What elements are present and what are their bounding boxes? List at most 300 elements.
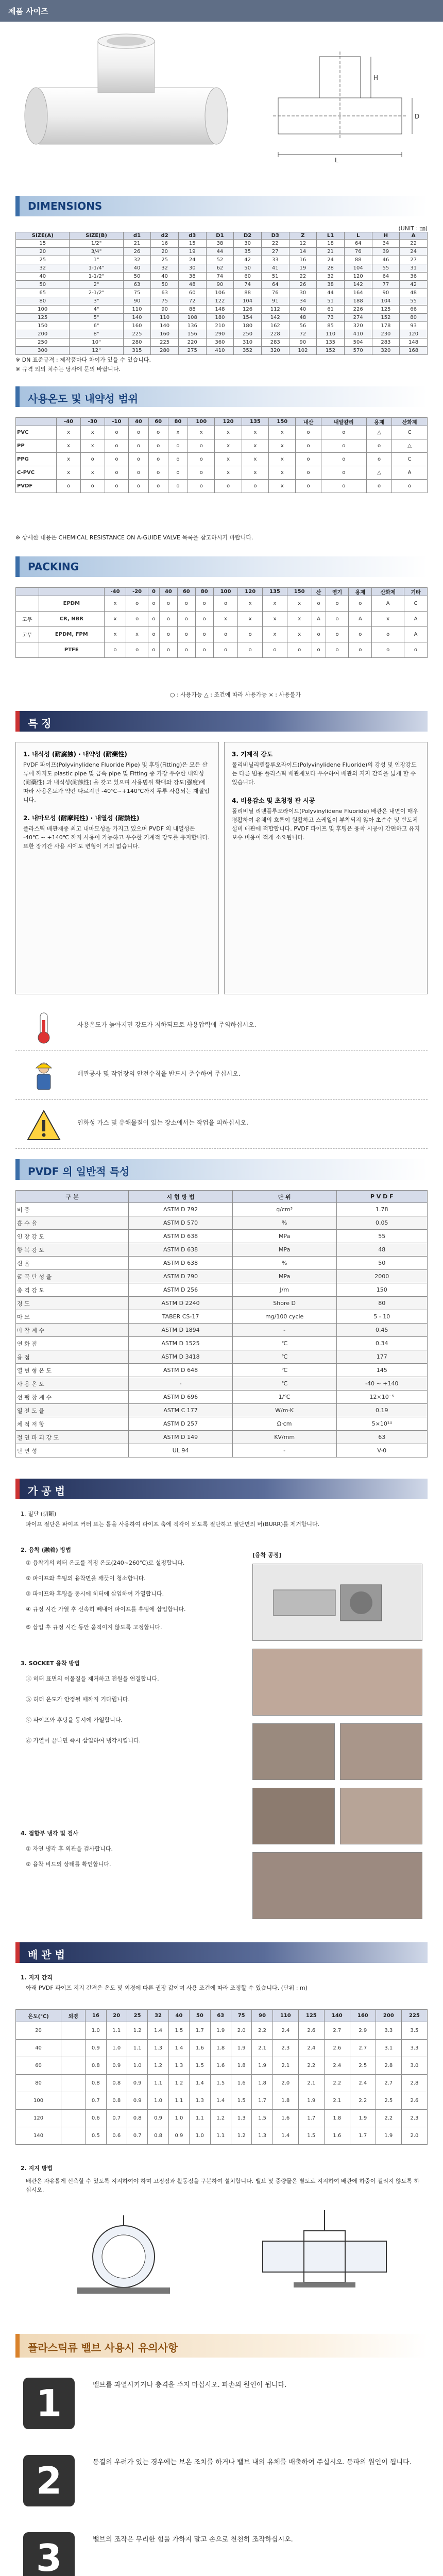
chemical-resistance-mark: o	[321, 453, 366, 466]
dimensions-cell: 283	[261, 338, 289, 347]
pvdf-props-cell: ASTM D 1525	[129, 1337, 232, 1350]
piping-cell: 1.9	[376, 2127, 401, 2145]
packing-temp-mark: o	[159, 612, 177, 627]
chemical-resistance-mark: o	[296, 480, 321, 493]
pvdf-props-cell: V-0	[336, 1444, 428, 1458]
dimensions-cell: 300	[16, 347, 70, 355]
piping-header-cell: 40	[168, 2010, 189, 2022]
dimensions-cell: 30	[178, 264, 206, 273]
dimensions-cell: 162	[261, 322, 289, 330]
chemical-resistance-mark: △	[392, 439, 428, 453]
piping-cell: 1.0	[168, 2110, 189, 2127]
dimensions-cell: 44	[206, 248, 234, 256]
piping-cell: 2.2	[298, 2057, 324, 2075]
piping-cell: 0.8	[86, 2075, 106, 2092]
piping-cell: 1.1	[168, 2092, 189, 2110]
piping-cell: 2.0	[401, 2127, 427, 2145]
dimensions-cell: 46	[372, 256, 400, 264]
pvdf-props-header-cell: 단 위	[232, 1191, 336, 1203]
dimensions-cell: 180	[234, 322, 262, 330]
pvdf-props-cell: 흡 수 율	[16, 1216, 129, 1230]
chemical-temp-mark: o	[105, 426, 129, 439]
piping-cell: 2.3	[401, 2110, 427, 2127]
packing-temp-header: 120	[238, 588, 263, 596]
warning-text-3: 인화성 가스 및 유해물질이 있는 장소에서는 작업을 피하십시오.	[77, 1119, 248, 1126]
dimensions-cell: 32	[317, 273, 345, 281]
piping-cell: 0.7	[106, 2110, 127, 2127]
pvdf-props-cell: ASTM D 648	[129, 1364, 232, 1377]
packing-table	[15, 587, 428, 658]
chemical-temp-header: 120	[215, 418, 242, 426]
piping-header-cell: 20	[106, 2010, 127, 2022]
piping-cell: 0.8	[106, 2075, 127, 2092]
packing-title: PACKING	[28, 561, 79, 573]
table-row	[16, 264, 428, 273]
dimensions-cell: 93	[400, 322, 428, 330]
features-title: 특 징	[28, 717, 52, 730]
piping-cell: 1.0	[127, 2057, 147, 2075]
dimensions-cell: 14	[289, 248, 317, 256]
dimensions-cell: 210	[206, 322, 234, 330]
dimensions-cell: 126	[234, 306, 262, 314]
dimensions-cell: 188	[344, 297, 372, 306]
technical-drawing	[258, 36, 428, 180]
pvdf-props-cell: 사 용 온 도	[16, 1377, 129, 1391]
pvdf-props-cell: -	[232, 1324, 336, 1337]
pvdf-props-cell: ASTM D 570	[129, 1216, 232, 1230]
piping-header-cell: 50	[190, 2010, 210, 2022]
dimensions-cell: 112	[261, 306, 289, 314]
packing-resistance-header: 용제	[349, 588, 372, 596]
piping-cell: 3.0	[401, 2057, 427, 2075]
piping-header-cell: 225	[401, 2010, 427, 2022]
table-row	[16, 306, 428, 314]
chemical-temp-mark: o	[57, 480, 81, 493]
install-header	[15, 1479, 428, 1499]
dimensions-cell: 8"	[70, 330, 123, 338]
chemical-temp-mark: o	[188, 453, 215, 466]
dimensions-cell: 73	[317, 314, 345, 322]
packing-header	[15, 556, 428, 577]
table-row	[16, 1230, 428, 1243]
piping-cell: 1.4	[210, 2092, 231, 2110]
caution-row-2	[15, 2447, 428, 2519]
chemical-temp-mark: x	[215, 453, 242, 466]
dimensions-cell: 21	[123, 240, 151, 248]
packing-resistance-mark: A	[349, 612, 372, 627]
pvdf-props-cell: 0.34	[336, 1337, 428, 1350]
dimensions-cell: 310	[234, 338, 262, 347]
piping-cell: 1.9	[350, 2110, 376, 2127]
warning-row-3	[15, 1103, 428, 1149]
piping-cell: 2.2	[252, 2022, 272, 2040]
pvdf-props-table	[15, 1190, 428, 1458]
dimensions-cell: 1/2"	[70, 240, 123, 248]
dimensions-cell: 2-1/2"	[70, 289, 123, 297]
piping-cell: 2.4	[298, 2040, 324, 2057]
chemical-resistance-mark: C	[392, 453, 428, 466]
pvdf-props-cell: MPa	[232, 1243, 336, 1257]
piping-cell: 1.9	[231, 2040, 251, 2057]
table-row	[16, 273, 428, 281]
dimensions-cell: 19	[289, 264, 317, 273]
chemical-temp-mark: o	[148, 453, 168, 466]
piping-cell: 0.8	[148, 2127, 168, 2145]
chemical-temp-mark: o	[188, 466, 215, 480]
dimensions-cell: 320	[372, 347, 400, 355]
pvdf-props-cell: ASTM D 3418	[129, 1350, 232, 1364]
dimensions-cell: 135	[317, 338, 345, 347]
pvdf-props-cell: %	[232, 1216, 336, 1230]
piping-header-cell: 외경	[61, 2010, 86, 2022]
packing-temp-mark: o	[148, 596, 159, 612]
packing-temp-mark: o	[177, 642, 195, 658]
pvdf-props-cell: 항 복 강 도	[16, 1243, 129, 1257]
chemical-temp-mark: x	[242, 439, 268, 453]
dimensions-cell: 91	[261, 297, 289, 306]
pvdf-props-cell: 5 - 10	[336, 1310, 428, 1324]
piping-cell: 2.7	[350, 2040, 376, 2057]
packing-temp-mark: x	[263, 596, 287, 612]
worker-icon	[26, 1059, 62, 1095]
packing-temp-mark: o	[159, 642, 177, 658]
chemical-resistance-mark: o	[392, 480, 428, 493]
dimensions-cell: 4"	[70, 306, 123, 314]
piping-cell: 1.8	[272, 2092, 298, 2110]
pvdf-props-cell: MPa	[232, 1270, 336, 1283]
chemical-resistance-mark: △	[366, 466, 391, 480]
piping-cell: 1.7	[190, 2022, 210, 2040]
chemical-temp-mark: o	[80, 480, 105, 493]
piping-cell: 1.7	[252, 2092, 272, 2110]
table-row	[16, 1391, 428, 1404]
table-row	[16, 330, 428, 338]
packing-group	[16, 596, 39, 612]
packing-temp-mark: o	[104, 642, 126, 658]
piping-cell: 1.8	[324, 2110, 350, 2127]
chemical-material: PVDF	[16, 480, 57, 493]
features-right-box	[224, 742, 428, 994]
dimensions-cell: 50	[234, 264, 262, 273]
dimensions-cell: 12	[289, 240, 317, 248]
pvdf-props-cell: 굴 곡 탄 성 율	[16, 1270, 129, 1283]
dimensions-cell: 36	[400, 273, 428, 281]
packing-temp-header: 60	[177, 588, 195, 596]
install-step-1-title: 1. 절단 (切斷)	[21, 1511, 57, 1517]
piping-cell: 2.6	[401, 2092, 427, 2110]
dimensions-cell: 104	[372, 297, 400, 306]
dimensions-cell: 180	[206, 314, 234, 322]
install-step-1-text: 파이프 절단은 파이프 커터 또는 톱을 사용하여 파이프 축에 직각이 되도록 절단하고 절단면의 버(BURR)를 제거합니다.	[26, 1521, 320, 1528]
dimensions-cell: 72	[178, 297, 206, 306]
chemical-material: C-PVC	[16, 466, 57, 480]
chemical-resistance-mark: o	[321, 466, 366, 480]
pvdf-props-cell: 177	[336, 1350, 428, 1364]
packing-temp-mark: x	[104, 596, 126, 612]
chemical-temp-header: 60	[148, 418, 168, 426]
install-step-3d: ⓓ 가열이 끝나면 즉시 삽입하여 냉각시킵니다.	[26, 1737, 141, 1744]
chemical-material: PVC	[16, 426, 57, 439]
table-row	[16, 338, 428, 347]
caution-number-1-icon	[21, 2375, 77, 2432]
feature-4-title: 4. 비용감소 및 초청정 관 시공	[232, 797, 315, 804]
piping-cell: 1.7	[350, 2127, 376, 2145]
dimensions-col-header: A	[400, 232, 428, 240]
packing-group	[16, 642, 39, 658]
dimensions-cell: 200	[16, 330, 70, 338]
piping-cell: 2.8	[401, 2075, 427, 2092]
table-row	[16, 2057, 428, 2075]
dimensions-cell: 108	[178, 314, 206, 322]
dimensions-cell: 12"	[70, 347, 123, 355]
dimensions-cell: 156	[178, 330, 206, 338]
chemical-resistance-mark: o	[321, 439, 366, 453]
dimensions-cell: 320	[261, 347, 289, 355]
dimensions-cell: 72	[289, 330, 317, 338]
pvdf-props-cell: 150	[336, 1283, 428, 1297]
dimensions-cell: 32	[151, 264, 179, 273]
packing-resistance-mark: o	[349, 627, 372, 642]
dimensions-cell: 40	[16, 273, 70, 281]
pvdf-props-cell: 1.78	[336, 1203, 428, 1216]
caution-number-2: 2	[36, 2459, 62, 2502]
packing-material: PTFE	[39, 642, 104, 658]
table-row	[16, 1243, 428, 1257]
piping-cell: 2.2	[376, 2110, 401, 2127]
dimensions-cell: 48	[289, 314, 317, 322]
table-row	[16, 1431, 428, 1444]
install-photo-caption: [융착 공정]	[252, 1552, 282, 1558]
feature-1-title: 1. 내식성 (耐腐蝕) · 내약성 (耐藥性)	[23, 751, 127, 758]
pvdf-props-cell: ASTM D 790	[129, 1270, 232, 1283]
table-row	[16, 1377, 428, 1391]
install-step-3a: ⓐ 히터 표면의 이물질을 제거하고 전원을 연결합니다.	[26, 1675, 159, 1682]
pvdf-props-cell: ASTM D 696	[129, 1391, 232, 1404]
dimensions-cell: 30	[234, 240, 262, 248]
table-row	[16, 240, 428, 248]
features-left-box	[15, 742, 219, 994]
pvdf-props-cell: 80	[336, 1297, 428, 1310]
pvdf-props-cell: 48	[336, 1243, 428, 1257]
table-row	[16, 1337, 428, 1350]
dimensions-cell: 56	[289, 322, 317, 330]
piping-cell: 1.3	[252, 2127, 272, 2145]
install-step-4b: ② 융착 비드의 상태를 확인합니다.	[26, 1861, 111, 1868]
feature-1-text: PVDF 파이프(Polyvinylidene Fluoride Pipe) 및 후팅(Fitting)은 모든 산류에 까지도 plastic pipe 및 금속 pipe 및 Fitting 중 가장 우수한 내약성 (耐藥性) 과 내식성(耐蝕性) 을 갖고 있으며 사용범위 확대와 강도(强度)에 따라 사용온도가 약간 다르지만 -40℃~+140℃까지 두루 사용되는 재질입니다.	[23, 761, 210, 803]
install-step-3-title: 3. SOCKET 융착 방법	[21, 1660, 80, 1667]
dimensions-cell: 55	[372, 264, 400, 273]
dimensions-cell: 52	[206, 256, 234, 264]
piping-cell: 20	[16, 2022, 61, 2040]
install-step-2b: ② 파이프와 후팅의 융착면을 깨끗이 청소합니다.	[26, 1575, 146, 1582]
packing-temp-mark: o	[195, 596, 213, 612]
dimensions-cell: 220	[178, 338, 206, 347]
piping-header	[15, 1942, 428, 1963]
piping-header-cell: 온도(℃)	[16, 2010, 61, 2022]
table-row	[16, 426, 428, 439]
dimensions-cell: 34	[289, 297, 317, 306]
packing-material: EPDM, FPM	[39, 627, 104, 642]
table-row	[16, 314, 428, 322]
dimensions-cell: 104	[344, 264, 372, 273]
packing-temp-mark: o	[287, 642, 312, 658]
chemical-temp-mark: o	[168, 439, 188, 453]
packing-resistance-mark: o	[326, 596, 349, 612]
piping-cell: 1.6	[272, 2110, 298, 2127]
dimensions-cell: 3"	[70, 297, 123, 306]
packing-resistance-mark: o	[312, 627, 326, 642]
dimensions-cell: 280	[151, 347, 179, 355]
dimensions-cell: 74	[206, 273, 234, 281]
packing-temp-mark: o	[126, 642, 148, 658]
dimensions-cell: 42	[400, 281, 428, 289]
piping-table	[15, 2009, 428, 2145]
dimensions-cell: 125	[372, 306, 400, 314]
piping-cell: 1.2	[210, 2110, 231, 2127]
chemical-temp-mark: x	[57, 466, 81, 480]
table-row	[16, 248, 428, 256]
install-photo-4	[340, 1723, 422, 1780]
pvdf-props-cell: -	[129, 1377, 232, 1391]
dimensions-cell: 35	[234, 248, 262, 256]
dimensions-cell: 275	[178, 347, 206, 355]
chemical-resistance-mark: C	[392, 426, 428, 439]
install-step-2e: ⑤ 삽입 후 규정 시간 동안 움직이지 않도록 고정합니다.	[26, 1624, 162, 1631]
packing-resistance-mark: A	[404, 627, 427, 642]
dimensions-cell: 50	[16, 281, 70, 289]
chemical-temp-mark: x	[80, 439, 105, 453]
chemical-temp-mark: x	[242, 466, 268, 480]
dimensions-cell: 20	[151, 248, 179, 256]
pvdf-props-cell: ℃	[232, 1337, 336, 1350]
piping-cell: 0.8	[86, 2057, 106, 2075]
dimensions-cell: 19	[178, 248, 206, 256]
pvdf-props-cell: 비 중	[16, 1203, 129, 1216]
dimensions-cell: 64	[344, 240, 372, 248]
svg-text:L: L	[335, 157, 338, 164]
packing-temp-mark: o	[159, 627, 177, 642]
packing-group: 고무	[16, 627, 39, 642]
packing-material: EPDM	[39, 596, 104, 612]
packing-temp-header: 150	[287, 588, 312, 596]
chemical-resistance-mark: o	[296, 466, 321, 480]
pvdf-props-cell: -40 ~ +140	[336, 1377, 428, 1391]
pvdf-props-cell: -	[232, 1444, 336, 1458]
pvdf-props-cell: ASTM C 177	[129, 1404, 232, 1417]
dimensions-cell: 10"	[70, 338, 123, 347]
dimensions-cell: 40	[151, 273, 179, 281]
piping-cell: 1.2	[127, 2022, 147, 2040]
dimensions-cell: 22	[289, 273, 317, 281]
chemical-temp-mark: o	[168, 466, 188, 480]
dimensions-col-header: SIZE(B)	[70, 232, 123, 240]
pvdf-props-cell: MPa	[232, 1230, 336, 1243]
packing-temp-mark: o	[148, 627, 159, 642]
dimensions-col-header: D2	[234, 232, 262, 240]
dimensions-cell: 20	[16, 248, 70, 256]
dimensions-cell: 32	[123, 256, 151, 264]
dimensions-cell: 65	[16, 289, 70, 297]
dimensions-col-header: D3	[261, 232, 289, 240]
packing-material-header	[39, 588, 104, 596]
chemical-temp-mark: x	[57, 453, 81, 466]
table-row	[16, 2127, 428, 2145]
piping-cell: 1.5	[298, 2127, 324, 2145]
dimensions-cell: 148	[400, 338, 428, 347]
pipe-support-diagram-1	[46, 2205, 201, 2308]
dimensions-cell: 30	[289, 289, 317, 297]
piping-cell: 1.2	[168, 2075, 189, 2092]
packing-legend: ○ : 사용가능 △ : 조건에 따라 사용가능 × : 사용불가	[170, 691, 301, 698]
piping-cell: 3.3	[376, 2022, 401, 2040]
packing-temp-header: 40	[159, 588, 177, 596]
dimensions-cell: 55	[400, 297, 428, 306]
pvdf-props-cell: 경 도	[16, 1297, 129, 1310]
chemical-resistance-mark: o	[366, 453, 391, 466]
dimensions-col-header: H	[372, 232, 400, 240]
piping-cell: 80	[16, 2075, 61, 2092]
dimensions-cell: 504	[344, 338, 372, 347]
piping-header-cell: 200	[376, 2010, 401, 2022]
pvdf-props-cell: ASTM D 792	[129, 1203, 232, 1216]
piping-cell: 1.5	[252, 2110, 272, 2127]
chemical-temp-mark: o	[80, 453, 105, 466]
chemical-temp-mark: x	[215, 439, 242, 453]
packing-temp-mark: o	[148, 642, 159, 658]
packing-temp-mark: o	[195, 642, 213, 658]
dimensions-col-header: D1	[206, 232, 234, 240]
dimensions-cell: 90	[206, 281, 234, 289]
dimensions-cell: 48	[178, 281, 206, 289]
table-row	[16, 1404, 428, 1417]
packing-group-header	[16, 588, 39, 596]
chemical-temp-mark: o	[215, 480, 242, 493]
dimensions-cell: 110	[317, 330, 345, 338]
dimensions-cell: 27	[261, 248, 289, 256]
warning-text-2: 배관공사 및 작업장의 안전수칙을 반드시 준수하여 주십시오.	[77, 1070, 241, 1077]
packing-resistance-mark: A	[372, 596, 404, 612]
piping-cell: 1.5	[168, 2022, 189, 2040]
dimensions-cell: 230	[372, 330, 400, 338]
piping-cell: 2.3	[272, 2040, 298, 2057]
packing-temp-header: 100	[213, 588, 238, 596]
dimensions-cell: 21	[317, 248, 345, 256]
dimensions-cell: 6"	[70, 322, 123, 330]
pvdf-props-cell: 난 연 성	[16, 1444, 129, 1458]
dimensions-cell: 410	[344, 330, 372, 338]
pvdf-props-header	[15, 1159, 428, 1180]
caution-number-3-icon	[21, 2530, 77, 2576]
chemical-material-header	[16, 418, 57, 426]
dimensions-cell: 250	[16, 338, 70, 347]
piping-cell: 2.5	[350, 2057, 376, 2075]
table-row	[16, 1350, 428, 1364]
product-size-tab[interactable]: 제품 사이즈	[8, 7, 48, 16]
dimensions-cell: 64	[372, 273, 400, 281]
table-row	[16, 1324, 428, 1337]
chemical-temp-mark: o	[168, 453, 188, 466]
packing-resistance-mark: o	[312, 642, 326, 658]
dimensions-cell: 360	[206, 338, 234, 347]
dimensions-cell: 62	[206, 264, 234, 273]
piping-header-cell: 32	[148, 2010, 168, 2022]
packing-resistance-mark: o	[326, 627, 349, 642]
dimensions-cell: 140	[151, 322, 179, 330]
piping-cell: 1.9	[252, 2057, 272, 2075]
product-detail-content	[15, 26, 428, 2576]
piping-header-cell: 25	[127, 2010, 147, 2022]
dimensions-cell: 48	[400, 289, 428, 297]
